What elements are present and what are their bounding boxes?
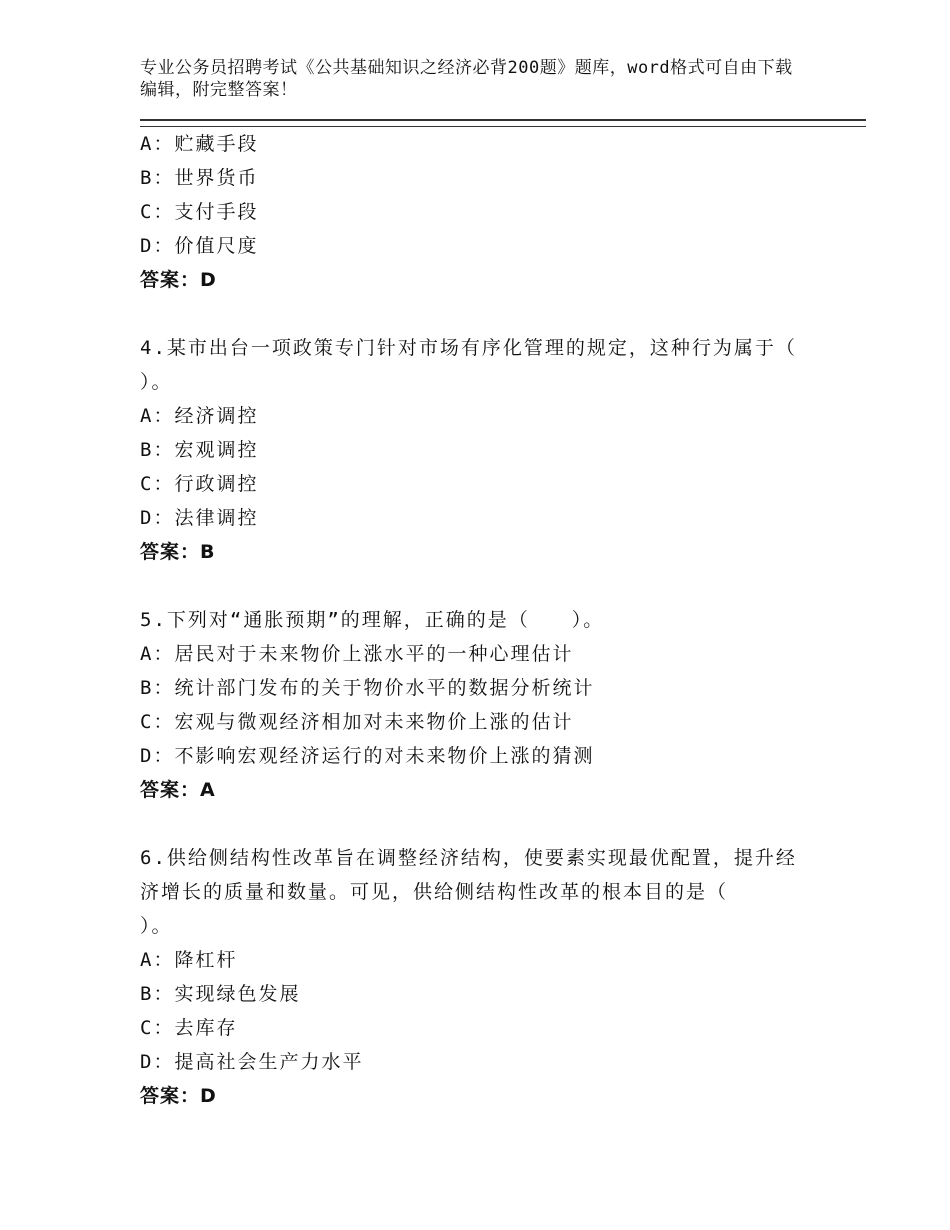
option-d: D：价值尺度 [140, 235, 259, 257]
spacer [140, 807, 820, 841]
option-a: A：经济调控 [140, 405, 259, 427]
spacer [140, 569, 820, 603]
option-d: D：不影响宏观经济运行的对未来物价上涨的猜测 [140, 745, 595, 767]
question-stem: 5.下列对“通胀预期”的理解，正确的是（ ）。 [140, 609, 605, 631]
option-b: B：宏观调控 [140, 439, 259, 461]
option-c: C：去库存 [140, 1017, 238, 1039]
option-a: A：贮藏手段 [140, 133, 259, 155]
spacer [140, 297, 820, 331]
header-divider [140, 119, 866, 127]
option-c: C：行政调控 [140, 473, 259, 495]
question-5 [140, 603, 820, 807]
option-b: B：统计部门发布的关于物价水平的数据分析统计 [140, 677, 595, 699]
question-4 [140, 331, 839, 569]
answer: 答案：B [140, 541, 216, 563]
option-b: B：实现绿色发展 [140, 983, 301, 1005]
question-list [140, 127, 839, 1113]
question-stem: 6.供给侧结构性改革旨在调整经济结构，使要素实现最优配置，提升经济增长的质量和数量。可见，供给侧结构性改革的根本目的是（ ）。 [140, 847, 797, 937]
question-6 [140, 841, 820, 1113]
answer: 答案：A [140, 779, 216, 801]
option-a: A：降杠杆 [140, 949, 238, 971]
answer: 答案：D [140, 269, 217, 291]
option-d: D：提高社会生产力水平 [140, 1051, 364, 1073]
question-stem: 4.某市出台一项政策专门针对市场有序化管理的规定，这种行为属于（ ）。 [140, 337, 839, 393]
option-c: C：宏观与微观经济相加对未来物价上涨的估计 [140, 711, 574, 733]
option-b: B：世界货币 [140, 167, 259, 189]
answer: 答案：D [140, 1085, 217, 1107]
document-header: 专业公务员招聘考试《公共基础知识之经济必背200题》题库，word格式可自由下载编辑，附完整答案！ [140, 58, 793, 100]
option-d: D：法律调控 [140, 507, 259, 529]
option-c: C：支付手段 [140, 201, 259, 223]
question-3-tail [140, 127, 820, 297]
option-a: A：居民对于未来物价上涨水平的一种心理估计 [140, 643, 574, 665]
